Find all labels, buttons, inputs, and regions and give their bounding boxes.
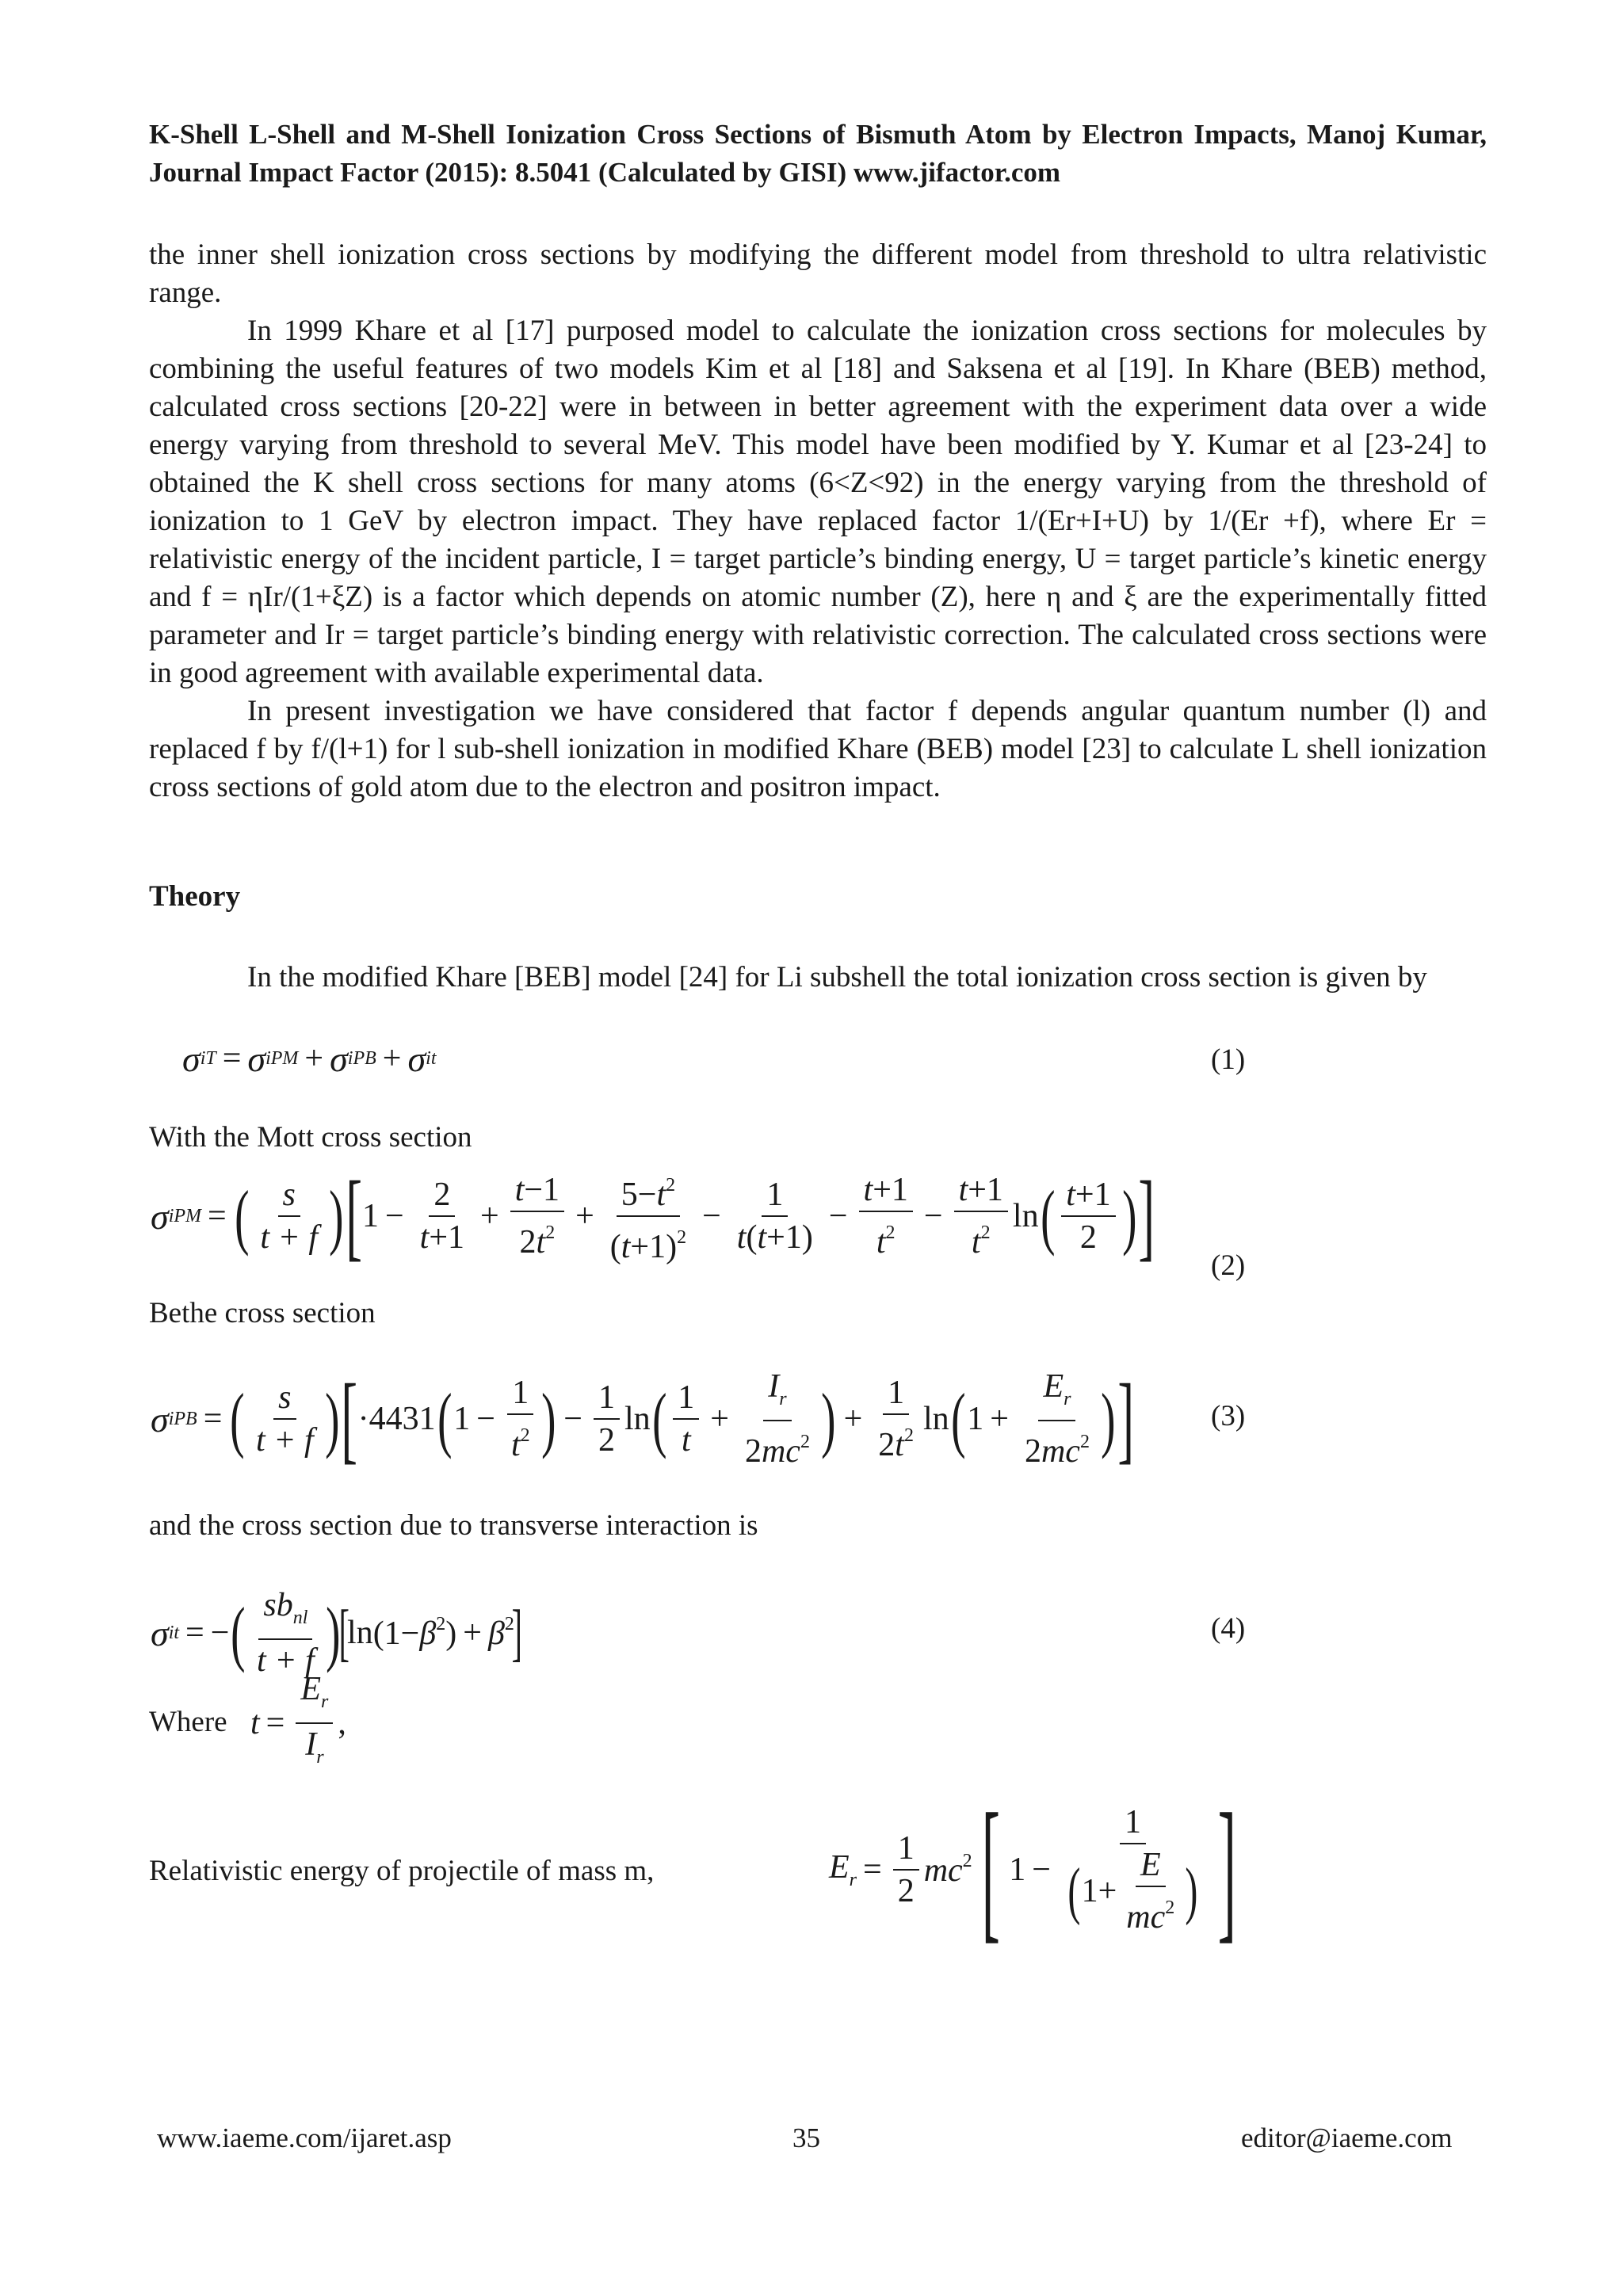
mott-label: With the Mott cross section (149, 1121, 472, 1154)
footer-website-link[interactable]: www.iaeme.com/ijaret.asp (157, 2122, 452, 2153)
page-number: 35 (792, 2122, 820, 2153)
equation-number-2: (2) (1211, 1249, 1246, 1282)
ln-operator: ln (624, 1401, 651, 1437)
theory-intro (149, 959, 1487, 997)
footer-email-link[interactable]: editor@iaeme.com (1241, 2122, 1453, 2153)
equation-t-definition: t = $\frac{E_r}{I_r}$ , (250, 1671, 346, 1768)
running-header: K-Shell L-Shell and M-Shell Ionization Cross Sections of Bismuth Atom by Electron Impacts, Manoj Kumar, Journal Impact Factor (2015): 8.5041 (Calculated by GISI) www.jifactor.com (149, 119, 1487, 188)
ln-operator: ln (922, 1401, 949, 1437)
paragraph-present-investigation: In present investigation we have considered that factor f depends angular quantum number (l) and replaced f by f/(l+1) for l sub-shell ionization in modified Khare (BEB) model [23] to calculate L shell ionization cross sections of gold atom due to the electron and positron impact. (149, 695, 1487, 803)
ln-operator: ln (347, 1615, 373, 1651)
paragraph-khare-model: In 1999 Khare et al [17] purposed model to calculate the ionization cross sections for molecules by combining the useful features of two models Kim et al [18] and Saksena et al [19]. In Khare (BEB) method, calculated cross sections [20-22] were in between in better agreement with the experiment data over a wide energy varying from threshold to several MeV. This model have been modified by Y. Kumar et al [23-24] to obtained the K shell cross sections for many atoms (6<Z<92) in the energy varying from the threshold of ionization to 1 GeV by electron impact. They have replaced factor 1/(Er+I+U) by 1/(Er +f), where Er = relativistic energy of the incident particle, I = target particle’s binding energy, U = target particle’s kinetic energy and f = ηIr/(1+ξZ) is a factor which depends on atomic number (Z), here η and ξ are the experimentally fitted parameter and Ir = target particle’s binding energy with relativistic correction. The calculated cross sections were in good agreement with available experimental data. (149, 315, 1487, 689)
equation-number-3: (3) (1211, 1400, 1246, 1432)
equation-number-4: (4) (1211, 1612, 1246, 1645)
equation-4-transverse: σ it = − ( $\frac{sb_{nl}}{t + f}$ ) [ ln $(1-\beta^2)$ + $\beta^2$ ] (151, 1587, 522, 1679)
where-label: Where (149, 1706, 227, 1738)
equation-2-mott: σ iPM = ( $\frac{s}{t + f}$ ) [ 1 − $\frac{2}{t+1}$ + $\frac{t-1}{2t^2}$ + $\frac{5-t^2}{(t+1)^2}$ − $\frac{1}{t(t+1)}$ − $\frac{t+1}{t^2}$ − $\frac{t+1}{t^2}$ ln ( $\frac{t+1}{2}$ ) ] (151, 1161, 1155, 1270)
equation-number-1: (1) (1211, 1043, 1246, 1076)
section-heading-theory: Theory (149, 880, 241, 913)
bethe-constant: ·4431 (357, 1401, 436, 1437)
paragraph-continuation: the inner shell ionization cross sections by modifying the different model from threshold to ultra relativistic range. (149, 238, 1487, 309)
equation-3-bethe: σ iPB = ( $\frac{s}{t + f}$ ) [ ·4431 ( 1 − $\frac{1}{t^2}$ ) − $\frac{1}{2}$ ln ( $\frac{1}{t}$ + $\frac{I_r}{2mc^2}$ ) + $\frac{1}{2t^2}$ ln ( 1 + $\frac{E_r}{2mc^2}$ ) ] (151, 1364, 1134, 1473)
relativistic-energy-label: Relativistic energy of projectile of mass m, (149, 1855, 655, 1887)
bethe-label: Bethe cross section (149, 1297, 376, 1329)
theory-intro-text: In the modified Khare [BEB] model [24] for Li subshell the total ionization cross section is given by (247, 961, 1427, 994)
equation-1: σ iT = σ iPM + σ iPB + σ it (182, 1038, 437, 1079)
body-paragraph-1 (149, 236, 1487, 807)
ln-operator: ln (1012, 1198, 1039, 1234)
transverse-label: and the cross section due to transverse interaction is (149, 1509, 758, 1542)
equation-relativistic-energy: $E_r$ = $\frac{1}{2}$ $mc^2$ [ 1 − 1 ( 1+ $\frac{E}{mc^2}$ ) ] (829, 1782, 1236, 1957)
